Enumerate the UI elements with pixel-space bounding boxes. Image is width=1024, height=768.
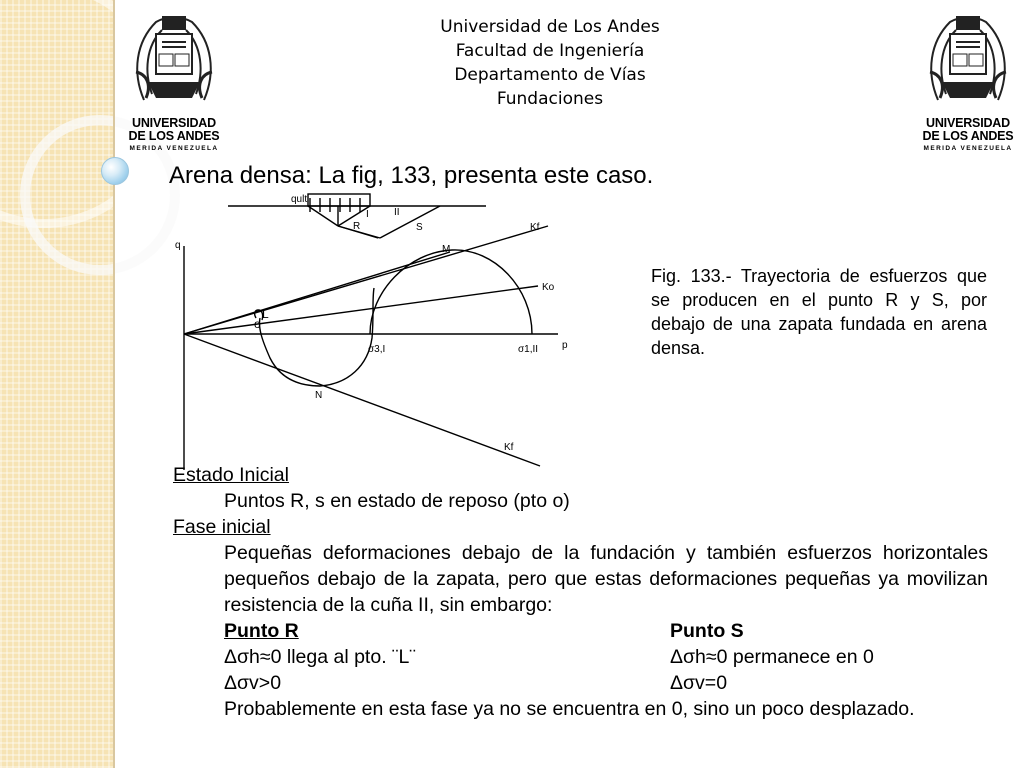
label-S: S [416, 222, 423, 233]
label-o: o [254, 317, 261, 331]
header-university: Universidad de Los Andes [440, 17, 660, 37]
label-qult: qult [291, 194, 308, 205]
label-p: p [562, 340, 568, 351]
decorative-bullet-dot [101, 157, 129, 185]
label-R: R [353, 221, 361, 232]
label-M: M [442, 244, 451, 255]
header-course: Fundaciones [496, 89, 604, 109]
row-headings [224, 618, 988, 644]
label-sigma1: σ1,II [518, 344, 539, 355]
heading-punto-s: Punto S [670, 620, 744, 642]
institution-header [380, 15, 720, 111]
mohr-circle [370, 250, 532, 334]
label-kf-top: Kf [530, 222, 540, 233]
label-q: q [175, 240, 181, 251]
heading-estado-inicial: Estado Inicial [173, 464, 289, 486]
slide-title: Arena densa: La fig, 133, presenta este caso. [169, 162, 654, 189]
logo-name-line1: UNIVERSIDAD [132, 116, 216, 130]
heading-punto-r: Punto R [224, 620, 299, 642]
ko-line [184, 286, 538, 334]
label-N: N [315, 390, 323, 401]
wedge-I-line [308, 206, 338, 226]
university-logo-right [920, 12, 1016, 152]
body-content [173, 462, 988, 722]
punto-r-vertical: Δσv>0 [224, 672, 282, 694]
label-I: I [366, 209, 369, 220]
header-department: Departamento de Vías [454, 65, 646, 85]
university-seal-icon [126, 12, 222, 112]
logo-city: MERIDA VENEZUELA [129, 145, 219, 152]
text-puntos-reposo: Puntos R, s en estado de reposo (pto o) [224, 490, 570, 512]
label-L: L [262, 307, 269, 321]
university-seal-icon [920, 12, 1016, 112]
row-horizontal-stress [224, 644, 988, 670]
heading-fase-inicial: Fase inicial [173, 516, 271, 538]
university-logo-left [126, 12, 222, 152]
label-II: II [394, 207, 400, 218]
logo-city: MERIDA VENEZUELA [923, 145, 1013, 152]
logo-name-line2: DE LOS ANDES [922, 129, 1014, 143]
footing [308, 194, 370, 206]
stress-path-curve [259, 288, 374, 386]
label-sigma3: σ3,I [368, 344, 386, 355]
paragraph-fase-inicial: Pequeñas deformaciones debajo de la fundación y también esfuerzos horizontales pequeños debajo de la zapata, pero que estas deformaciones pequeñas ya movilizan resistencia de la cuña II, sin embargo: [224, 542, 988, 616]
figure-caption: Fig. 133.- Trayectoria de esfuerzos que se producen en el punto R y S, por debajo de una zapata fundada en arena densa. [651, 266, 987, 358]
label-ko: Ko [542, 282, 555, 293]
row-vertical-stress [224, 670, 988, 696]
logo-name-line1: UNIVERSIDAD [926, 116, 1010, 130]
punto-r-horizontal: Δσh≈0 llega al pto. ¨L¨ [224, 646, 416, 668]
decorative-side-band [0, 0, 113, 768]
logo-name-line2: DE LOS ANDES [128, 129, 220, 143]
punto-s-vertical: Δσv=0 [670, 672, 728, 694]
kf-line-bottom [184, 334, 540, 466]
side-band-border [113, 0, 115, 768]
label-kf-bottom: Kf [504, 442, 514, 453]
paragraph-conclusion: Probablemente en esta fase ya no se encuentra en 0, sino un poco desplazado. [224, 698, 915, 720]
stress-path-diagram [170, 188, 580, 473]
header-faculty: Facultad de Ingeniería [455, 41, 645, 61]
punto-s-horizontal: Δσh≈0 permanece en 0 [670, 646, 874, 668]
